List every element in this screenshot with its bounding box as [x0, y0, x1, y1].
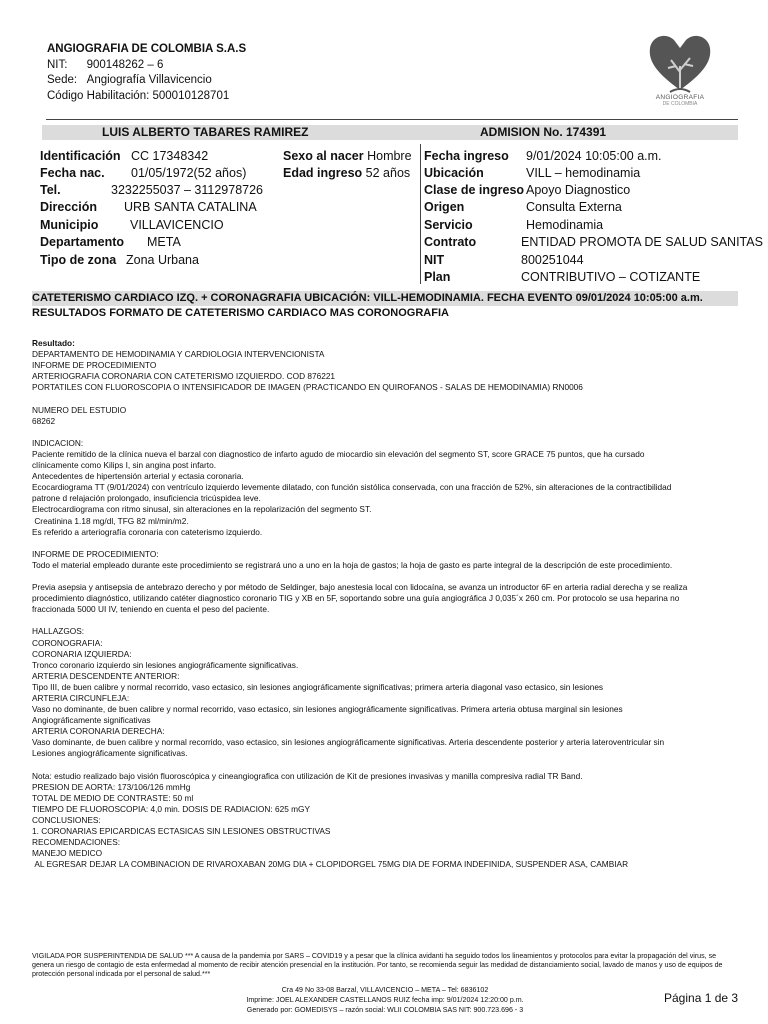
- angiografia-logo: [640, 28, 720, 108]
- footer-generated: Generado por: GOMEDISYS – razón social: WLII COLOMBIA SAS NIT: 900.723.696 - 3: [246, 1006, 524, 1014]
- footer-address: Cra 49 No 33-08 Barzal, VILLAVICENCIO – META – Tel: 6836102: [281, 986, 489, 994]
- company-header: [47, 42, 246, 104]
- event-line-1: CATETERISMO CARDIACO IZQ. + CORONAGRAFIA UBICACIÓN: VILL-HEMODINAMIA. FECHA EVENTO 09/01/2024 10:05:00 a.m.: [32, 291, 738, 306]
- footer-printed: Imprime: JOEL ALEXANDER CASTELLANOS RUIZ fecha imp: 9/01/2024 12:20:00 p.m.: [246, 996, 524, 1004]
- company-sede: Sede: Angiografía Villavicencio: [47, 74, 212, 86]
- footer-notice: VIGILADA POR SUSPERINTENDIA DE SALUD *** A causa de la pandemia por SARS – COVID19 y a pesar que la clínica avidanti ha seguido todos los lineamientos y protocolos para evitar la propagación del virus, se genera un riesgo de contagio de esta enfermedad al momento de recibir atención presencial en la institución. Por tanto, se recomienda seguir las medidad de distanciamiento social, lavado de manos y uso de equipos de protección personal indicada por el personal de salud.***: [32, 952, 723, 978]
- page-number: Página 1 de 3: [664, 991, 739, 1005]
- event-header: [32, 291, 738, 321]
- company-habilitacion: Código Habilitación: 500010128701: [47, 89, 230, 102]
- event-line-2: RESULTADOS FORMATO DE CATETERISMO CARDIACO MAS CORONOGRAFIA: [32, 307, 449, 319]
- result-body: [32, 338, 742, 871]
- logo-text: ANGIOGRAFIA: [655, 94, 705, 101]
- company-name: ANGIOGRAFIA DE COLOMBIA S.A.S: [47, 43, 247, 55]
- header-divider: [46, 119, 738, 120]
- result-text: DEPARTAMENTO DE HEMODINAMIA Y CARDIOLOGIA INTERVENCIONISTA INFORME DE PROCEDIMIENTO ARTERIOGRAFIA CORONARIA CON CATETERISMO IZQUIERDO. COD 876221 PORTATILES CON FLUOROSCOPIA O INTENSIFICADOR DE IMAGEN (PRACTICANDO EN QUIROFANOS - SALAS DE HEMODINAMIA) RN0006 NUMERO DEL ESTUDIO 68262 INDICACION: Paciente remitido de la clínica nueva el barzal con diagnostico de infarto agudo de miocardio sin elevación del segmento ST, score GRACE 75 puntos, que ha cursado clínicamente como Kilips I, sin angina post infarto. Antecedentes de hipertensión arterial y ectasia coronaria. Ecocardiograma TT (9/01/2024) con ventrículo izquierdo levemente dilatado, con función sistólica conservada, con una fracción de 52%, sin alteraciones de la contractibilidad patrone d relajación prolongado, insuficiencia tricúspidea leve. Electrocardiograma con ritmo sinusal, sin alteraciones en la repolarización del segmento ST. Creatinina 1.18 mg/dl, TFG 82 ml/min/m2. Es referido a arteriografía coronaria con cateterismo izquierdo. INFORME DE PROCEDIMIENTO: Todo el material empleado durante este procedimiento se registrará uno a uno en la hoja de gastos; la hoja de gasto es parte integral de la descripción de este procedimiento. Previa asepsia y antisepsia de antebrazo derecho y por método de Seldinger, bajo anestesia local con lidocaína, se avanza un introductor 6F en arteria radial derecha y se realiza procedimiento diagnóstico, utilizando catéter diagnostico coronario TIG y XB en 5F, soportando sobre una guía angiográfica J 0,035´x 260 cm. Por protocolo se usa heparina no fraccionada 5000 UI IV, teniendo en cuenta el peso del paciente. HALLAZGOS: CORONOGRAFIA: CORONARIA IZQUIERDA: Tronco coronario izquierdo sin lesiones angiográficamente significativas. ARTERIA DESCENDENTE ANTERIOR: Tipo III, de buen calibre y normal recorrido, vaso ectasico, sin lesiones angiográficamente significativas; primera arteria diagonal vaso ectasico, sin lesiones ARTERIA CIRCUNFLEJA: Vaso no dominante, de buen calibre y normal recorrido, vaso ectasico, sin lesiones angiográficamente significativas. Primera arteria obtusa marginal sin lesiones Angiográficamente significativas ARTERIA CORONARIA DERECHA: Vaso dominante, de buen calibre y normal recorrido, vaso ectasico, sin lesiones angiográficamente significativas. Arteria descendente posterior y arteria lateroventricular sin Lesiones angiográficamente significativas. Nota: estudio realizado bajo visión fluoroscópica y cineangiografica con utilización de Kit de presiones invasivas y manilla compresiva radial TR Band. PRESION DE AORTA: 173/106/126 mmHg TOTAL DE MEDIO DE CONTRASTE: 50 ml TIEMPO DE FLUOROSCOPIA: 4,0 min. DOSIS DE RADIACION: 625 mGY CONCLUSIONES: 1. CORONARIAS EPICARDICAS ECTASICAS SIN LESIONES OBSTRUCTIVAS RECOMENDACIONES: MANEJO MEDICO AL EGRESAR DEJAR LA COMBINACION DE RIVAROXABAN 20MG DIA + CLOPIDORGEL 75MG DIA DE FORMA INDEFINIDA, SUSPENDER ASA, CAMBIAR: [32, 349, 688, 870]
- admision-number: ADMISION No. 174391: [480, 125, 607, 139]
- patient-name: LUIS ALBERTO TABARES RAMIREZ: [102, 125, 309, 139]
- logo-subtext: DE COLOMBIA: [662, 101, 698, 107]
- column-divider: [420, 144, 421, 284]
- company-nit: NIT: 900148262 – 6: [47, 58, 164, 71]
- result-label: Resultado:: [32, 338, 75, 348]
- patient-bar: [42, 125, 738, 140]
